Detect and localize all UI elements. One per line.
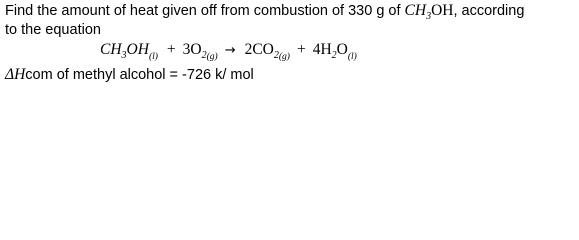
eq-arrow: →	[224, 43, 236, 58]
delta-h-symbol: ΔH	[5, 66, 26, 83]
methanol-oh: OH	[431, 2, 454, 19]
eq-reactant1: $CH_3OH_{(l)}$	[100, 41, 158, 62]
enthalpy-text: com of methyl alcohol = -726 k/ mol	[25, 67, 254, 83]
methanol-formula	[404, 2, 454, 22]
question-text-after: , according	[453, 3, 525, 19]
question-text-line2: to the equation	[5, 22, 101, 38]
question-line-1	[5, 2, 524, 20]
eq-plus-2: +	[296, 41, 306, 58]
question-text-before: Find the amount of heat given off from combustion of 330 g of	[5, 3, 405, 19]
enthalpy-line	[5, 66, 254, 84]
methanol-sub3: 3	[426, 11, 432, 22]
eq-product2: $4H_2O_{(l)}$	[312, 41, 357, 62]
eq-product1: $2CO_{2(g)}$	[244, 41, 290, 62]
chemical-equation	[100, 41, 357, 62]
eq-plus-1: +	[166, 41, 176, 58]
methanol-ch: CH	[404, 2, 427, 19]
eq-reactant2: $3O_{2(g)}$	[182, 41, 218, 62]
question-line-2	[5, 22, 101, 39]
